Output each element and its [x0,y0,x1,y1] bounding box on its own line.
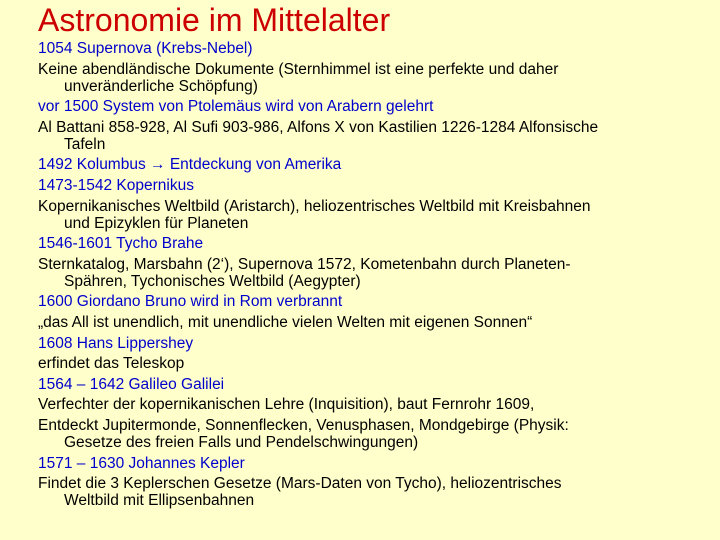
entry-line: Sternkatalog, Marsbahn (2‘), Supernova 1572, Kometenbahn durch Planeten- [38,255,571,273]
entry-line: 1546-1601 Tycho Brahe [38,235,204,253]
timeline-heading [38,98,688,115]
timeline-text [38,417,688,451]
entry-line: Keine abendländische Dokumente (Sternhimmel ist eine perfekte und daher [38,60,559,78]
entry-line: Entdeckt Jupitermonde, Sonnenflecken, Venusphasen, Mondgebirge (Physik: [38,416,569,434]
entry-line: Al Battani 858-928, Al Sufi 903-986, Alfons X von Kastilien 1226-1284 Alfonsische [38,118,599,136]
entry-line: Findet die 3 Keplerschen Gesetze (Mars-Daten von Tycho), heliozentrisches [38,475,562,493]
timeline-text [38,355,688,372]
continuation-line: und Epizyklen für Planeten [64,214,249,232]
entry-line: 1600 Giordano Bruno wird in Rom verbrannt [38,293,343,311]
timeline-text [38,396,688,413]
timeline-text [38,198,688,232]
timeline-list [38,40,688,513]
entry-line: Kopernikanisches Weltbild (Aristarch), heliozentrisches Weltbild mit Kreisbahnen [38,197,591,215]
entry-line: vor 1500 System von Ptolemäus wird von Arabern gelehrt [38,98,434,116]
entry-line: 1571 – 1630 Johannes Kepler [38,454,245,472]
continuation-line: Spähren, Tychonisches Weltbild (Aegypter) [64,272,361,290]
timeline-heading [38,335,688,352]
timeline-text [38,119,688,153]
entry-line: erfindet das Teleskop [38,355,185,373]
timeline-heading [38,177,688,194]
continuation-line: unveränderliche Schöpfung) [64,77,258,95]
entry-line: 1492 Kolumbus → Entdeckung von Amerika [38,156,342,174]
timeline-heading [38,156,688,173]
entry-line: „das All ist unendlich, mit unendliche vielen Welten mit eigenen Sonnen“ [38,313,533,331]
timeline-text [38,475,688,509]
timeline-heading [38,40,688,57]
slide-title: Astronomie im Mittelalter [38,2,391,38]
continuation-line: Weltbild mit Ellipsenbahnen [64,492,255,510]
timeline-heading [38,235,688,252]
timeline-heading [38,455,688,472]
entry-line: 1473-1542 Kopernikus [38,176,194,194]
timeline-text [38,256,688,290]
entry-line: 1054 Supernova (Krebs-Nebel) [38,40,253,57]
timeline-heading [38,293,688,310]
timeline-text [38,314,688,331]
continuation-line: Gesetze des freien Falls und Pendelschwingungen) [64,433,419,451]
entry-line: 1564 – 1642 Galileo Galilei [38,375,225,393]
timeline-heading [38,376,688,393]
timeline-text [38,61,688,95]
entry-line: Verfechter der kopernikanischen Lehre (Inquisition), baut Fernrohr 1609, [38,396,535,414]
continuation-line: Tafeln [64,135,106,153]
entry-line: 1608 Hans Lippershey [38,334,194,352]
